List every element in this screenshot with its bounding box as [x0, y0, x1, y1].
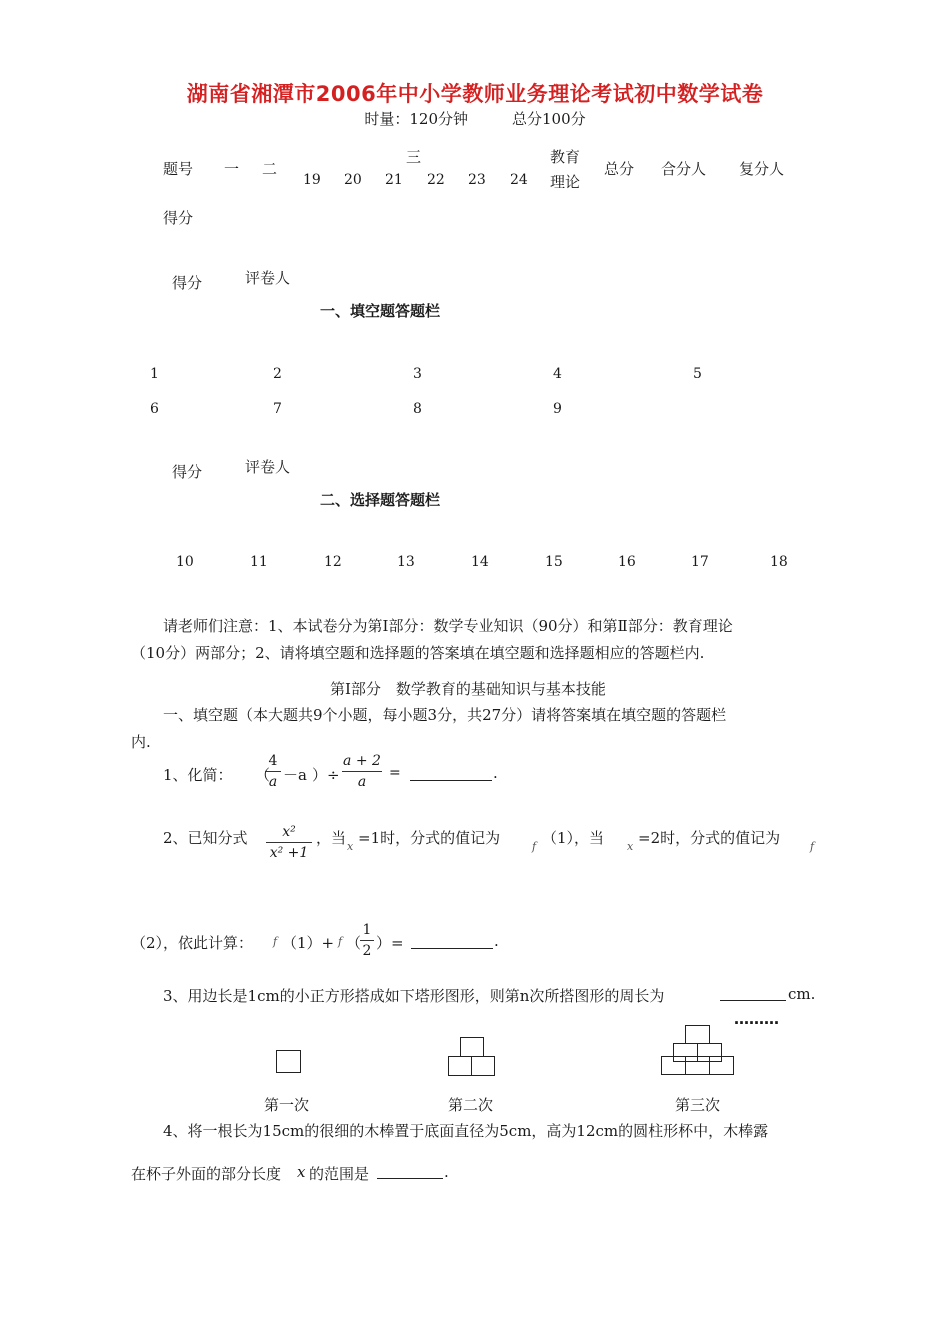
page-title: 湖南省湘潭市2006年中小学教师业务理论考试初中数学试卷	[186, 82, 764, 106]
q2-function-f: f	[810, 840, 815, 853]
tower-square	[709, 1056, 734, 1075]
q2-left-paren: （	[346, 934, 362, 952]
q2-right-paren-equals: ）=	[376, 934, 404, 952]
score-table-row-defen: 得分	[163, 209, 194, 227]
exam-info	[0, 108, 950, 129]
q1-right-paren-divide: ）÷	[312, 766, 340, 784]
tower-square	[661, 1056, 686, 1075]
part1-heading: 第Ⅰ部分 数学教育的基础知识与基本技能	[330, 680, 606, 698]
choice-answer-number: 14	[471, 554, 489, 570]
q4-line-1: 4、将一根长为15cm的很细的木棒置于底面直径为5cm，高为12cm的圆柱形杯中，木棒露	[163, 1122, 769, 1140]
q2-text-value-2: =2时，分式的值记为	[638, 829, 781, 847]
fill-answer-number: 8	[413, 401, 422, 417]
tower-square	[460, 1037, 484, 1057]
score-table-col-fufen: 复分人	[739, 160, 785, 178]
fill-answer-number: 6	[150, 401, 159, 417]
q2-text-when-1: ，当	[316, 829, 347, 847]
tower-square	[471, 1056, 495, 1076]
q1-minus-a: －a	[283, 766, 307, 784]
choice-answer-number: 11	[250, 554, 268, 570]
q2-half-numerator: 1	[362, 922, 372, 938]
fill-answer-number: 3	[413, 366, 422, 382]
q2-answer-blank[interactable]	[411, 932, 493, 949]
grader-score-label: 得分	[172, 463, 203, 481]
score-table-label-tihao: 题号	[163, 160, 194, 178]
choice-answer-number: 15	[545, 554, 563, 570]
grader-score-label: 得分	[172, 274, 203, 292]
score-table-sub-col: 22	[427, 172, 445, 188]
score-table-col-total: 总分	[604, 160, 635, 178]
q1-equals: =	[389, 765, 401, 781]
q2-function-f: f	[273, 935, 278, 948]
q1-left-paren: （	[255, 766, 271, 784]
fill-answer-number: 2	[273, 366, 282, 382]
score-table-sub-col: 21	[385, 172, 403, 188]
q1-period: .	[493, 764, 498, 782]
q1-fraction-2	[342, 753, 382, 790]
score-table-col-edu-1: 教育	[550, 148, 581, 166]
q2-line2-text: （2），依此计算：	[131, 934, 254, 952]
score-table-sub-col: 20	[344, 172, 362, 188]
q2-period: .	[494, 932, 499, 950]
score-table-sub-col: 23	[468, 172, 486, 188]
choice-answer-number: 13	[397, 554, 415, 570]
choice-answer-number: 16	[618, 554, 636, 570]
score-table-sub-col: 19	[303, 172, 321, 188]
score-table-sub-col: 24	[510, 172, 528, 188]
q3-answer-blank[interactable]	[720, 985, 786, 1001]
q2-fraction	[266, 824, 312, 861]
q3-ellipsis: ………	[734, 1010, 779, 1028]
choice-answer-number: 17	[691, 554, 709, 570]
q4-answer-blank[interactable]	[377, 1163, 443, 1179]
fill-intro-line-1: 一、填空题（本大题共9个小题，每小题3分，共27分）请将答案填在填空题的答题栏	[163, 706, 727, 724]
score-table-col-3: 三	[406, 148, 422, 166]
q3-caption: 第二次	[448, 1096, 494, 1114]
fill-answer-number: 5	[693, 366, 702, 382]
score-table-col-hefen: 合分人	[661, 160, 707, 178]
choice-answer-number: 12	[324, 554, 342, 570]
q4-period: .	[444, 1163, 449, 1181]
score-table-col-2: 二	[262, 160, 278, 178]
q2-function-f: f	[532, 840, 537, 853]
q2-half-denominator: 2	[362, 943, 372, 959]
q1-fraction-2-denominator: a	[357, 774, 367, 790]
q1-fraction-2-numerator: a + 2	[343, 753, 381, 769]
choice-answer-number: 18	[770, 554, 788, 570]
tower-square	[276, 1050, 301, 1073]
q3-caption: 第一次	[264, 1096, 310, 1114]
tower-square	[685, 1025, 710, 1044]
q2-variable-x: x	[627, 840, 634, 853]
fill-answer-number: 1	[150, 366, 159, 382]
score-table-col-edu-2: 理论	[550, 173, 581, 191]
q1-fraction-1	[265, 753, 281, 790]
q3-text: 3、用边长是1cm的小正方形搭成如下塔形图形，则第n次所搭图形的周长为	[163, 987, 665, 1005]
fill-answer-number: 9	[553, 401, 562, 417]
q2-variable-x: x	[347, 840, 354, 853]
q4-line-2-range: 的范围是	[309, 1165, 370, 1183]
q2-fraction-denominator: x² +1	[269, 845, 309, 861]
grader-name-label: 评卷人	[245, 458, 291, 476]
q3-caption: 第三次	[675, 1096, 721, 1114]
q1-answer-blank[interactable]	[410, 764, 492, 781]
q2-text-f1-plus: （1）+	[282, 934, 335, 952]
q1-prefix: 1、化简：	[163, 766, 233, 784]
q1-fraction-1-numerator: 4	[268, 753, 278, 769]
tower-square	[685, 1056, 710, 1075]
q2-prefix: 2、已知分式	[163, 829, 248, 847]
q2-fraction-numerator: x²	[282, 824, 296, 840]
fill-answer-number: 7	[273, 401, 282, 417]
score-table-col-1: 一	[224, 160, 240, 178]
fill-answer-heading: 一、填空题答题栏	[320, 302, 441, 320]
q1-fraction-1-denominator: a	[268, 774, 278, 790]
fill-intro-line-2: 内.	[131, 733, 151, 751]
exam-time: 时量：120分钟	[364, 110, 468, 128]
q2-text-when-2: （1），当	[542, 829, 605, 847]
q2-function-f: f	[338, 935, 343, 948]
exam-total: 总分100分	[512, 110, 586, 128]
q2-fraction-half	[360, 922, 374, 959]
q3-unit: cm.	[788, 985, 816, 1003]
fill-answer-number: 4	[553, 366, 562, 382]
grader-name-label: 评卷人	[245, 269, 291, 287]
notice-line-2: （10分）两部分；2、请将填空题和选择题的答案填在填空题和选择题相应的答题栏内.	[131, 644, 705, 662]
q4-variable-x: x	[297, 1163, 306, 1181]
tower-square	[448, 1056, 472, 1076]
choice-answer-heading: 二、选择题答题栏	[320, 491, 441, 509]
choice-answer-number: 10	[176, 554, 194, 570]
notice-line-1: 请老师们注意：1、本试卷分为第Ⅰ部分：数学专业知识（90分）和第Ⅱ部分：教育理论	[163, 617, 733, 635]
q4-line-2-text: 在杯子外面的部分长度	[131, 1165, 282, 1183]
q2-text-value-1: =1时，分式的值记为	[358, 829, 501, 847]
